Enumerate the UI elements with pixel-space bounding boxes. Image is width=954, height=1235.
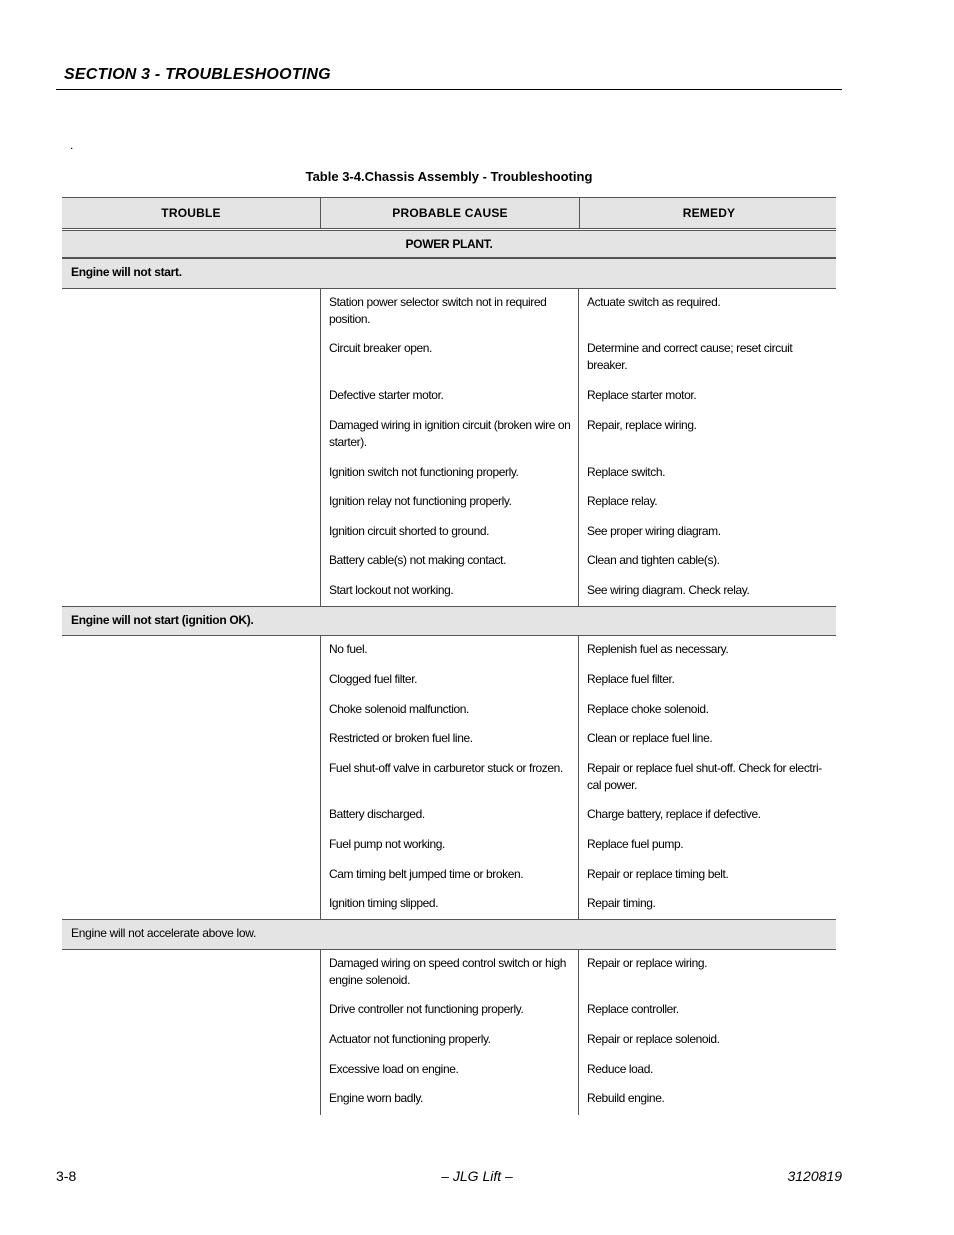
column-header-trouble: TROUBLE (62, 198, 321, 228)
cause-cell: Fuel shut-off valve in carburetor stuck or frozen. (329, 761, 563, 775)
remedy-cell: Replenish fuel as necessary. (587, 642, 729, 656)
cause-cell: Fuel pump not working. (329, 837, 445, 851)
cause-cell: Station power selector switch not in required position. (329, 295, 547, 326)
trouble-label: Engine will not accelerate above low. (71, 926, 257, 940)
column-header-remedy: REMEDY (682, 206, 736, 220)
power-plant-label: POWER PLANT. (405, 237, 493, 251)
cause-cell: No fuel. (329, 642, 368, 656)
trouble-band-1 (62, 258, 836, 289)
cause-cell: Battery cable(s) not making contact. (329, 553, 507, 567)
cause-cell: Battery discharged. (329, 807, 425, 821)
remedy-cell: See proper wiring diagram. (587, 524, 721, 538)
cause-cell: Restricted or broken fuel line. (329, 731, 473, 745)
remedy-cell: Rebuild engine. (587, 1091, 665, 1105)
cause-cell: Choke solenoid malfunction. (329, 702, 469, 716)
remedy-cell: Charge battery, replace if defective. (587, 807, 761, 821)
remedy-cell: Replace controller. (587, 1002, 679, 1016)
cause-cell: Drive controller not functioning properly. (329, 1002, 524, 1016)
cause-cell: Damaged wiring on speed control switch or high engine solenoid. (329, 956, 567, 987)
remedy-cell: Repair, replace wiring. (587, 418, 697, 432)
remedy-cell: Repair timing. (587, 896, 656, 910)
cause-cell: Engine worn badly. (329, 1091, 423, 1105)
page-number: 3-8 (56, 1168, 77, 1184)
cause-cell: Defective starter motor. (329, 388, 444, 402)
remedy-cell: Actuate switch as required. (587, 295, 721, 309)
remedy-cell: Replace starter motor. (587, 388, 697, 402)
remedy-cell: Determine and correct cause; reset circuit breaker. (587, 341, 793, 372)
remedy-cell: Clean or replace fuel line. (587, 731, 713, 745)
cause-cell: Damaged wiring in ignition circuit (broken wire on starter). (329, 418, 571, 449)
trouble-band-3 (62, 919, 836, 950)
remedy-cell: Clean and tighten cable(s). (587, 553, 720, 567)
cause-cell: Ignition circuit shorted to ground. (329, 524, 490, 538)
section-title: SECTION 3 - TROUBLESHOOTING (64, 66, 331, 83)
document-number: 3120819 (787, 1168, 842, 1184)
trouble-group-2 (62, 636, 836, 919)
remedy-cell: Replace fuel pump. (587, 837, 684, 851)
cause-cell: Circuit breaker open. (329, 341, 432, 355)
trouble-label: Engine will not start (ignition OK). (71, 613, 254, 627)
remedy-cell: Replace relay. (587, 494, 658, 508)
cause-cell: Excessive load on engine. (329, 1062, 459, 1076)
stray-dot: . (70, 138, 74, 152)
table-header-row (62, 197, 836, 229)
remedy-cell: Reduce load. (587, 1062, 653, 1076)
remedy-cell: Replace switch. (587, 465, 666, 479)
remedy-cell: Repair or replace wiring. (587, 956, 708, 970)
cause-cell: Clogged fuel filter. (329, 672, 418, 686)
remedy-cell: See wiring diagram. Check relay. (587, 583, 750, 597)
remedy-cell: Repair or replace fuel shut-off. Check for electri-cal power. (587, 761, 822, 792)
cause-cell: Ignition timing slipped. (329, 896, 439, 910)
remedy-cell: Repair or replace timing belt. (587, 867, 729, 881)
column-header-probable-cause: PROBABLE CAUSE (321, 198, 580, 228)
power-plant-band (62, 230, 836, 258)
trouble-group-3 (62, 950, 836, 1115)
trouble-group-1 (62, 289, 836, 606)
remedy-cell: Replace choke solenoid. (587, 702, 709, 716)
cause-cell: Cam timing belt jumped time or broken. (329, 867, 524, 881)
page-header (56, 64, 842, 90)
trouble-band-2 (62, 606, 836, 636)
cause-cell: Ignition switch not functioning properly. (329, 465, 519, 479)
remedy-cell: Replace fuel filter. (587, 672, 675, 686)
trouble-label: Engine will not start. (71, 265, 182, 279)
footer-brand: – JLG Lift – (441, 1168, 513, 1184)
remedy-cell: Repair or replace solenoid. (587, 1032, 720, 1046)
table-title: Table 3-4.Chassis Assembly - Troubleshooting (305, 169, 593, 184)
cause-cell: Start lockout not working. (329, 583, 454, 597)
cause-cell: Actuator not functioning properly. (329, 1032, 491, 1046)
cause-cell: Ignition relay not functioning properly. (329, 494, 512, 508)
